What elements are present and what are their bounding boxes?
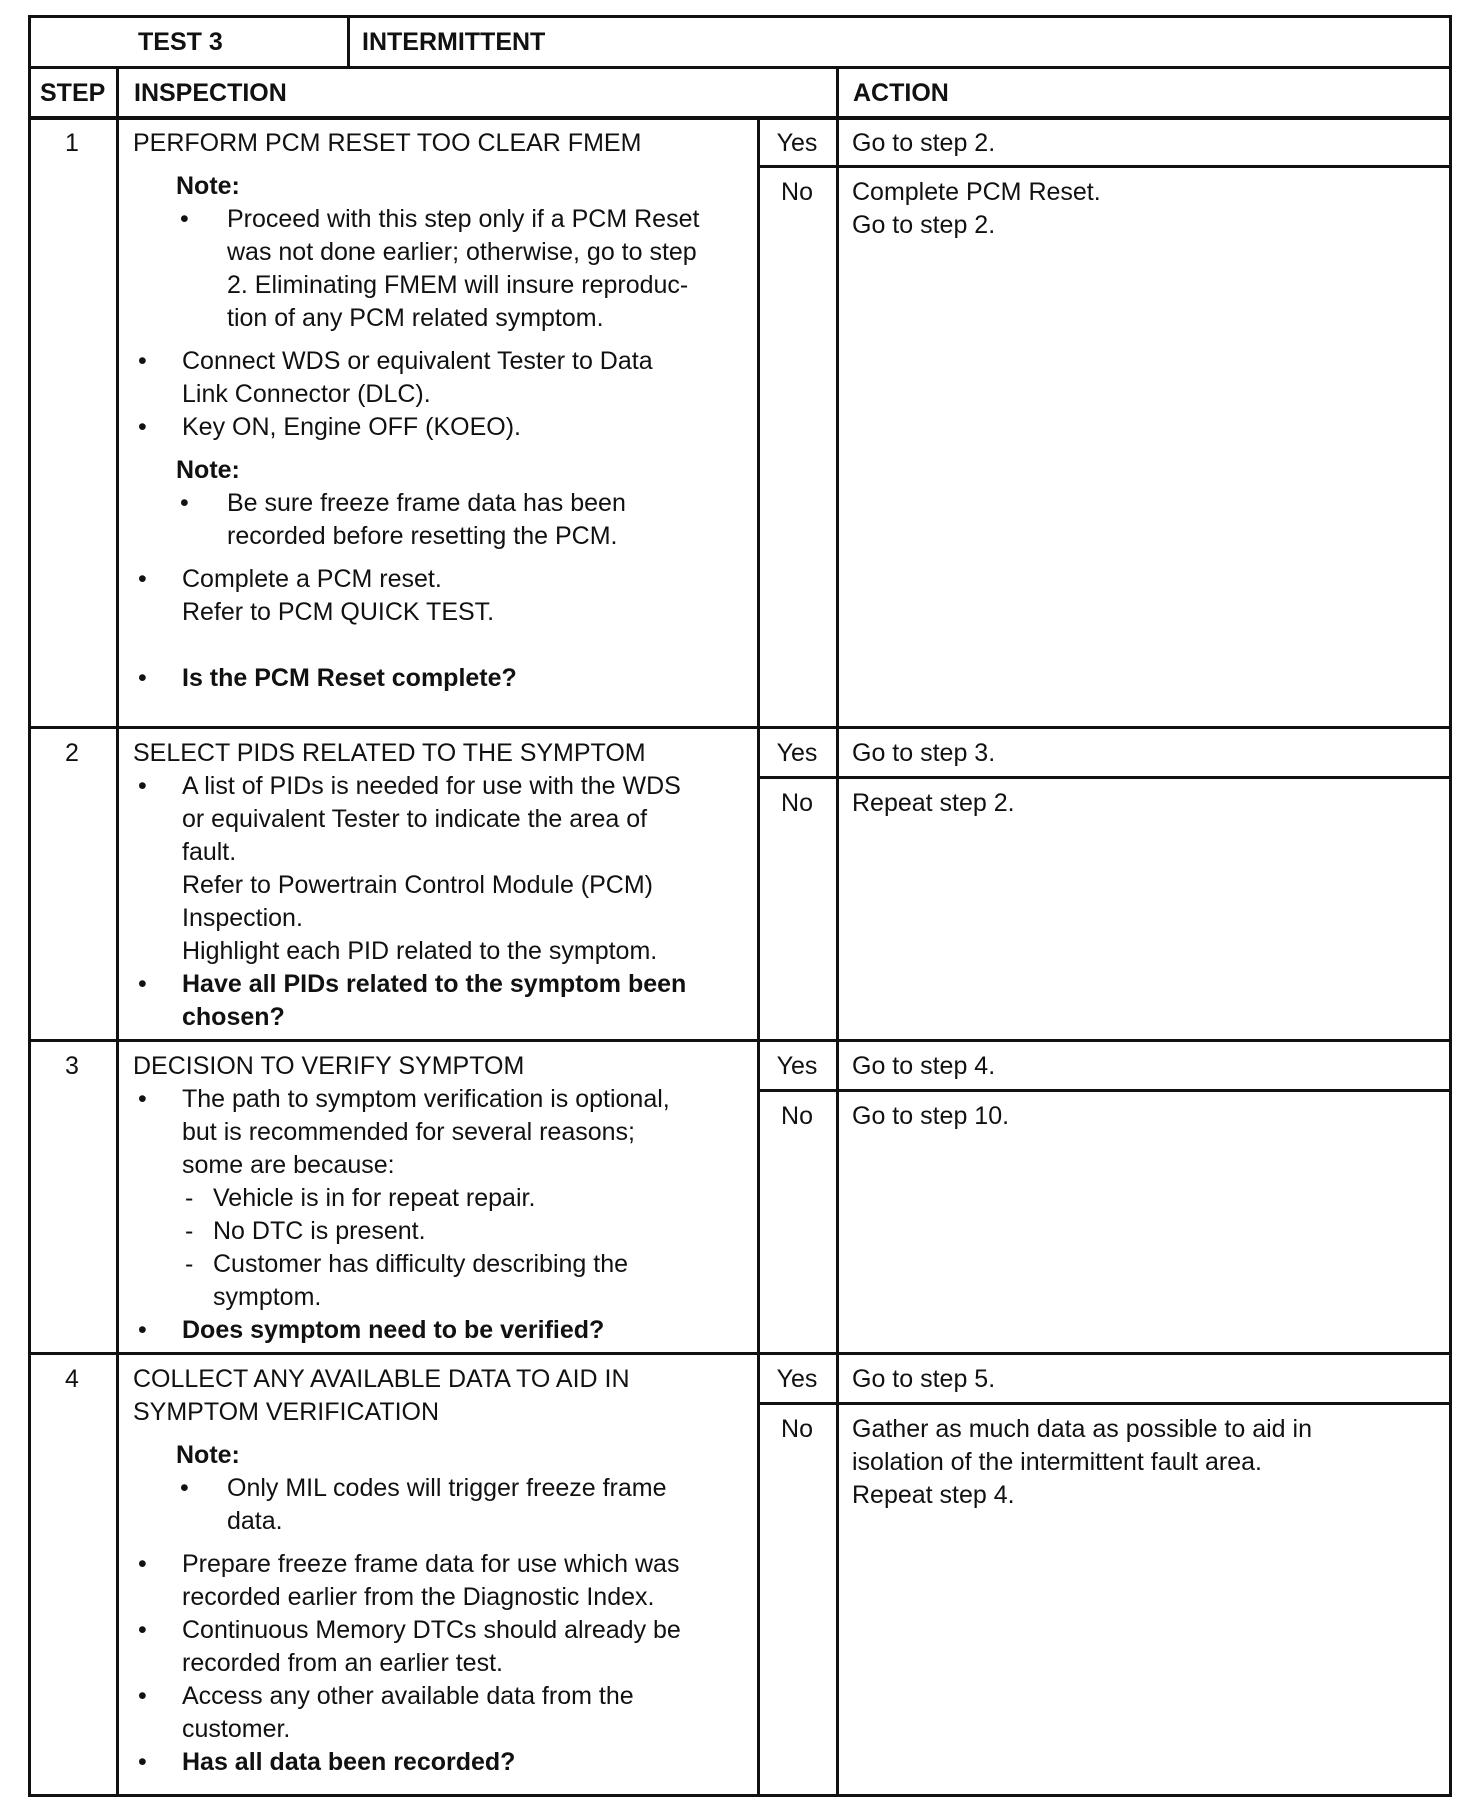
text-line: Link Connector (DLC). [182, 380, 431, 408]
divider [757, 1041, 760, 1354]
question [133, 1314, 748, 1347]
text-line: Complete PCM Reset. [852, 178, 1101, 206]
yes-label: Yes [776, 739, 818, 767]
text-line: Go to step 3. [852, 739, 996, 767]
text-line: was not done earlier; otherwise, go to step [227, 238, 697, 266]
dash-icon: - [185, 1217, 194, 1245]
divider [757, 1402, 1452, 1405]
yes-action [852, 1363, 995, 1396]
text-line: Repeat step 2. [852, 789, 1015, 817]
yes-label: Yes [776, 1365, 818, 1393]
text-line: chosen? [182, 1003, 285, 1031]
no-action [852, 1413, 1312, 1512]
question [133, 1746, 748, 1779]
bullet-icon: • [138, 664, 147, 692]
dash-item [133, 1248, 748, 1314]
bullet-item [133, 1083, 748, 1182]
text-line: The path to symptom verification is optional, [182, 1085, 670, 1113]
text-line: Key ON, Engine OFF (KOEO). [182, 413, 521, 441]
text-line: Go to step 2. [852, 129, 996, 157]
bullet-icon: • [180, 1474, 189, 1502]
note [133, 1439, 748, 1538]
text-line: but is recommended for several reasons; [182, 1118, 635, 1146]
yes-action [852, 737, 995, 770]
divider [28, 116, 1452, 120]
divider [757, 776, 1452, 779]
text-line: Only MIL codes will trigger freeze frame [227, 1474, 667, 1502]
text-line: Have all PIDs related to the symptom been [182, 970, 687, 998]
text-line: Prepare freeze frame data for use which was [182, 1550, 680, 1578]
row-divider [28, 726, 1452, 729]
note-bullet [176, 1472, 748, 1538]
text-line: Access any other available data from the [182, 1682, 634, 1710]
bullet-icon: • [138, 970, 147, 998]
bullet-item [133, 411, 748, 444]
bullet-icon: • [138, 1616, 147, 1644]
column-header-inspection: INSPECTION [134, 79, 287, 107]
step-title [133, 737, 748, 770]
bullet-item [133, 563, 748, 629]
text-line: fault. [182, 838, 237, 866]
text-line: Customer has difficulty describing the [213, 1250, 629, 1278]
divider [347, 15, 350, 69]
bullet-item [133, 1680, 748, 1746]
bullet-icon: • [138, 413, 147, 441]
bullet-icon: • [138, 1316, 147, 1344]
bullet-icon: • [138, 565, 147, 593]
text-line: COLLECT ANY AVAILABLE DATA TO AID IN [133, 1365, 630, 1393]
yes-label: Yes [776, 129, 818, 157]
divider [757, 165, 1452, 168]
no-action [852, 1100, 1009, 1133]
text-line: Go to step 10. [852, 1102, 1010, 1130]
text-line: Highlight each PID related to the symptom. [182, 937, 658, 965]
column-header-step: STEP [40, 79, 106, 107]
text-line: PERFORM PCM RESET TOO CLEAR FMEM [133, 129, 642, 157]
text-line: Does symptom need to be verified? [182, 1316, 605, 1344]
text-line: Vehicle is in for repeat repair. [213, 1184, 536, 1212]
bullet-icon: • [138, 772, 147, 800]
question [133, 662, 748, 695]
row-divider [28, 1352, 1452, 1355]
note-label: Note: [176, 456, 240, 484]
text-line: Refer to PCM QUICK TEST. [182, 598, 495, 626]
text-line: some are because: [182, 1151, 395, 1179]
text-line: A list of PIDs is needed for use with the WDS [182, 772, 681, 800]
bullet-icon: • [180, 489, 189, 517]
text-line: recorded from an earlier test. [182, 1649, 503, 1677]
step-number: 1 [65, 129, 79, 157]
note-label: Note: [176, 1441, 240, 1469]
test-label: TEST 3 [138, 28, 223, 56]
text-line: No DTC is present. [213, 1217, 426, 1245]
dash-item [133, 1182, 748, 1215]
question [133, 968, 748, 1034]
no-action [852, 787, 1015, 820]
dash-icon: - [185, 1250, 194, 1278]
bullet-item [133, 345, 748, 411]
step-title [133, 1363, 748, 1429]
divider [757, 118, 760, 728]
text-line: Be sure freeze frame data has been [227, 489, 626, 517]
bullet-item [133, 770, 748, 968]
text-line: data. [227, 1507, 283, 1535]
divider [116, 66, 119, 1797]
no-label: No [781, 1102, 813, 1130]
yes-action [852, 127, 995, 160]
step-number: 3 [65, 1052, 79, 1080]
text-line: Gather as much data as possible to aid in [852, 1415, 1312, 1443]
inspection-cell [133, 1050, 748, 1347]
inspection-cell [133, 1363, 748, 1779]
text-line: Connect WDS or equivalent Tester to Data [182, 347, 653, 375]
text-line: symptom. [213, 1283, 322, 1311]
dash-icon: - [185, 1184, 194, 1212]
title-row [28, 15, 1452, 69]
note-bullet [176, 203, 748, 335]
text-line: tion of any PCM related symptom. [227, 304, 604, 332]
column-header-action: ACTION [853, 79, 949, 107]
note [133, 170, 748, 335]
text-line: DECISION TO VERIFY SYMPTOM [133, 1052, 525, 1080]
text-line: Is the PCM Reset complete? [182, 664, 517, 692]
bullet-item [133, 1614, 748, 1680]
bullet-icon: • [180, 205, 189, 233]
text-line: Continuous Memory DTCs should already be [182, 1616, 681, 1644]
bullet-icon: • [138, 1085, 147, 1113]
text-line: SELECT PIDS RELATED TO THE SYMPTOM [133, 739, 646, 767]
text-line: SYMPTOM VERIFICATION [133, 1398, 440, 1426]
note-bullet [176, 487, 748, 553]
no-label: No [781, 178, 813, 206]
text-line: Go to step 2. [852, 211, 996, 239]
text-line: Complete a PCM reset. [182, 565, 442, 593]
text-line: Go to step 5. [852, 1365, 996, 1393]
step-number: 2 [65, 739, 79, 767]
yes-action [852, 1050, 995, 1083]
text-line: Inspection. [182, 904, 303, 932]
inspection-cell [133, 127, 748, 695]
text-line: recorded before resetting the PCM. [227, 522, 618, 550]
dash-item [133, 1215, 748, 1248]
bullet-item [133, 1548, 748, 1614]
text-line: Has all data been recorded? [182, 1748, 516, 1776]
no-action [852, 176, 1101, 242]
bullet-icon: • [138, 1682, 147, 1710]
text-line: Proceed with this step only if a PCM Reset [227, 205, 700, 233]
text-line: Repeat step 4. [852, 1481, 1015, 1509]
text-line: customer. [182, 1715, 291, 1743]
text-line: recorded earlier from the Diagnostic Index. [182, 1583, 655, 1611]
divider [757, 1089, 1452, 1092]
note-label: Note: [176, 172, 240, 200]
row-divider [28, 1039, 1452, 1042]
text-line: Refer to Powertrain Control Module (PCM) [182, 871, 653, 899]
divider [757, 728, 760, 1041]
divider [836, 66, 839, 1797]
test-title: INTERMITTENT [362, 28, 546, 56]
bullet-icon: • [138, 1748, 147, 1776]
text-line: Go to step 4. [852, 1052, 996, 1080]
text-line: 2. Eliminating FMEM will insure reproduc- [227, 271, 689, 299]
text-line: or equivalent Tester to indicate the area of [182, 805, 648, 833]
note [133, 454, 748, 553]
inspection-cell [133, 737, 748, 1034]
text-line: isolation of the intermittent fault area. [852, 1448, 1262, 1476]
no-label: No [781, 789, 813, 817]
yes-label: Yes [776, 1052, 818, 1080]
step-number: 4 [65, 1365, 79, 1393]
bullet-icon: • [138, 347, 147, 375]
bullet-icon: • [138, 1550, 147, 1578]
step-title [133, 127, 748, 160]
step-title [133, 1050, 748, 1083]
no-label: No [781, 1415, 813, 1443]
